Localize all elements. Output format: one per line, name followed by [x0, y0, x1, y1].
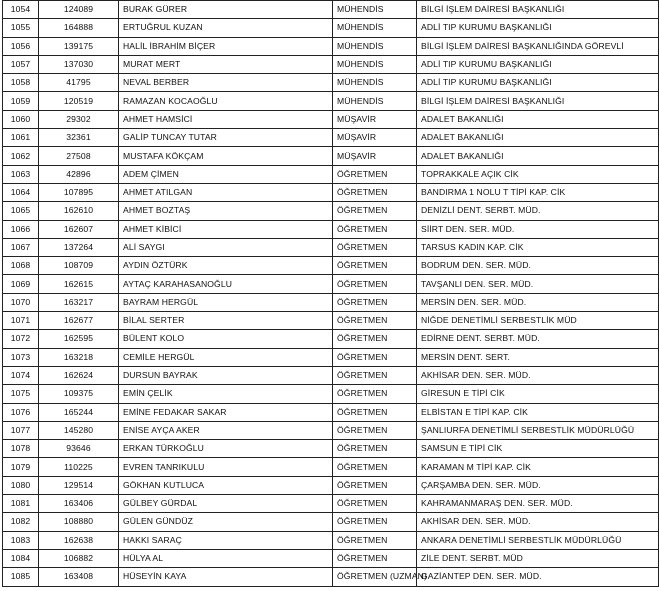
table-row: [3, 440, 659, 458]
registry-id-cell: 162624: [39, 366, 119, 384]
row-number-cell: 1072: [3, 330, 39, 348]
full-name-cell: BÜLENT KOLO: [119, 330, 333, 348]
full-name-cell: ERTUĞRUL KUZAN: [119, 19, 333, 37]
table-row: [3, 165, 659, 183]
unit-cell: BİLGİ İŞLEM DAİRESİ BAŞKANLIĞI: [417, 1, 659, 19]
full-name-cell: AHMET ATILGAN: [119, 183, 333, 201]
row-number-cell: 1082: [3, 513, 39, 531]
row-number-cell: 1080: [3, 476, 39, 494]
registry-id-cell: 107895: [39, 183, 119, 201]
row-number-cell: 1054: [3, 1, 39, 19]
row-number-cell: 1083: [3, 531, 39, 549]
table-row: [3, 257, 659, 275]
full-name-cell: ERKAN TÜRKOĞLU: [119, 440, 333, 458]
registry-id-cell: 120519: [39, 92, 119, 110]
unit-cell: ZİLE DENT. SERBT. MÜD: [417, 549, 659, 567]
registry-id-cell: 162677: [39, 312, 119, 330]
full-name-cell: AYDIN ÖZTÜRK: [119, 257, 333, 275]
unit-cell: EDİRNE DENT. SERBT. MÜD.: [417, 330, 659, 348]
registry-id-cell: 163408: [39, 568, 119, 586]
job-title-cell: MÜHENDİS: [333, 37, 417, 55]
table-row: [3, 421, 659, 439]
row-number-cell: 1077: [3, 421, 39, 439]
registry-id-cell: 162607: [39, 220, 119, 238]
full-name-cell: EVREN TANRIKULU: [119, 458, 333, 476]
table-row: [3, 495, 659, 513]
job-title-cell: ÖĞRETMEN: [333, 293, 417, 311]
row-number-cell: 1057: [3, 55, 39, 73]
job-title-cell: ÖĞRETMEN: [333, 257, 417, 275]
registry-id-cell: 163406: [39, 495, 119, 513]
table-row: [3, 348, 659, 366]
job-title-cell: ÖĞRETMEN: [333, 495, 417, 513]
registry-id-cell: 41795: [39, 74, 119, 92]
unit-cell: NİĞDE DENETİMLİ SERBESTLİK MÜD: [417, 312, 659, 330]
full-name-cell: MUSTAFA KÖKÇAM: [119, 147, 333, 165]
registry-id-cell: 108709: [39, 257, 119, 275]
row-number-cell: 1084: [3, 549, 39, 567]
table-row: [3, 366, 659, 384]
registry-id-cell: 137264: [39, 238, 119, 256]
job-title-cell: ÖĞRETMEN: [333, 348, 417, 366]
table-row: [3, 275, 659, 293]
job-title-cell: ÖĞRETMEN: [333, 165, 417, 183]
unit-cell: BİLGİ İŞLEM DAİRESİ BAŞKANLIĞI: [417, 92, 659, 110]
unit-cell: ADLİ TIP KURUMU BAŞKANLIĞI: [417, 55, 659, 73]
table-row: [3, 202, 659, 220]
job-title-cell: ÖĞRETMEN: [333, 421, 417, 439]
full-name-cell: ENİSE AYÇA AKER: [119, 421, 333, 439]
row-number-cell: 1074: [3, 366, 39, 384]
job-title-cell: ÖĞRETMEN: [333, 513, 417, 531]
table-row: [3, 568, 659, 586]
full-name-cell: AHMET KİBİCİ: [119, 220, 333, 238]
row-number-cell: 1076: [3, 403, 39, 421]
registry-id-cell: 139175: [39, 37, 119, 55]
unit-cell: ŞANLIURFA DENETİMLİ SERBESTLİK MÜDÜRLÜĞÜ: [417, 421, 659, 439]
table-row: [3, 55, 659, 73]
unit-cell: AKHİSAR DEN. SER. MÜD.: [417, 366, 659, 384]
table-row: [3, 1, 659, 19]
unit-cell: SAMSUN E TİPİ CİK: [417, 440, 659, 458]
unit-cell: BODRUM DEN. SER. MÜD.: [417, 257, 659, 275]
job-title-cell: ÖĞRETMEN: [333, 202, 417, 220]
row-number-cell: 1081: [3, 495, 39, 513]
row-number-cell: 1059: [3, 92, 39, 110]
registry-id-cell: 109375: [39, 385, 119, 403]
job-title-cell: MÜHENDİS: [333, 74, 417, 92]
row-number-cell: 1073: [3, 348, 39, 366]
full-name-cell: BİLAL SERTER: [119, 312, 333, 330]
table-row: [3, 238, 659, 256]
table-row: [3, 458, 659, 476]
unit-cell: TARSUS KADIN KAP. CİK: [417, 238, 659, 256]
table-row: [3, 110, 659, 128]
full-name-cell: AHMET HAMSİCİ: [119, 110, 333, 128]
unit-cell: ANKARA DENETİMLİ SERBESTLİK MÜDÜRLÜĞÜ: [417, 531, 659, 549]
unit-cell: GAZİANTEP DEN. SER. MÜD.: [417, 568, 659, 586]
job-title-cell: MÜŞAVİR: [333, 110, 417, 128]
full-name-cell: GÜLEN GÜNDÜZ: [119, 513, 333, 531]
registry-id-cell: 27508: [39, 147, 119, 165]
row-number-cell: 1062: [3, 147, 39, 165]
row-number-cell: 1075: [3, 385, 39, 403]
row-number-cell: 1056: [3, 37, 39, 55]
job-title-cell: ÖĞRETMEN: [333, 458, 417, 476]
job-title-cell: MÜHENDİS: [333, 1, 417, 19]
registry-id-cell: 162595: [39, 330, 119, 348]
registry-id-cell: 29302: [39, 110, 119, 128]
registry-id-cell: 106882: [39, 549, 119, 567]
unit-cell: MERSİN DENT. SERT.: [417, 348, 659, 366]
unit-cell: ADALET BAKANLIĞI: [417, 147, 659, 165]
row-number-cell: 1066: [3, 220, 39, 238]
full-name-cell: AYTAÇ KARAHASANOĞLU: [119, 275, 333, 293]
job-title-cell: ÖĞRETMEN: [333, 531, 417, 549]
row-number-cell: 1065: [3, 202, 39, 220]
job-title-cell: MÜHENDİS: [333, 92, 417, 110]
unit-cell: TAVŞANLI DEN. SER. MÜD.: [417, 275, 659, 293]
table-row: [3, 183, 659, 201]
full-name-cell: CEMİLE HERGÜL: [119, 348, 333, 366]
unit-cell: DENİZLİ DENT. SERBT. MÜD.: [417, 202, 659, 220]
registry-id-cell: 129514: [39, 476, 119, 494]
unit-cell: BİLGİ İŞLEM DAİRESİ BAŞKANLIĞINDA GÖREVLİ: [417, 37, 659, 55]
registry-id-cell: 165244: [39, 403, 119, 421]
personnel-list-sheet: [2, 0, 658, 587]
unit-cell: AKHİSAR DEN. SER. MÜD.: [417, 513, 659, 531]
job-title-cell: ÖĞRETMEN: [333, 312, 417, 330]
row-number-cell: 1061: [3, 129, 39, 147]
table-row: [3, 147, 659, 165]
job-title-cell: ÖĞRETMEN: [333, 403, 417, 421]
registry-id-cell: 137030: [39, 55, 119, 73]
full-name-cell: HAKKI SARAÇ: [119, 531, 333, 549]
full-name-cell: BAYRAM HERGÜL: [119, 293, 333, 311]
job-title-cell: ÖĞRETMEN: [333, 330, 417, 348]
row-number-cell: 1058: [3, 74, 39, 92]
registry-id-cell: 42896: [39, 165, 119, 183]
table-row: [3, 37, 659, 55]
full-name-cell: GÖKHAN KUTLUCA: [119, 476, 333, 494]
table-row: [3, 312, 659, 330]
job-title-cell: ÖĞRETMEN: [333, 220, 417, 238]
unit-cell: ÇARŞAMBA DEN. SER. MÜD.: [417, 476, 659, 494]
registry-id-cell: 162638: [39, 531, 119, 549]
job-title-cell: MÜŞAVİR: [333, 129, 417, 147]
full-name-cell: GÜLBEY GÜRDAL: [119, 495, 333, 513]
unit-cell: ADALET BAKANLIĞI: [417, 129, 659, 147]
job-title-cell: ÖĞRETMEN: [333, 275, 417, 293]
full-name-cell: NEVAL BERBER: [119, 74, 333, 92]
full-name-cell: AHMET BOZTAŞ: [119, 202, 333, 220]
job-title-cell: MÜŞAVİR: [333, 147, 417, 165]
table-row: [3, 476, 659, 494]
job-title-cell: ÖĞRETMEN: [333, 366, 417, 384]
table-row: [3, 92, 659, 110]
job-title-cell: ÖĞRETMEN (UZMAN): [333, 568, 417, 586]
personnel-table: [2, 0, 659, 587]
registry-id-cell: 108880: [39, 513, 119, 531]
table-row: [3, 293, 659, 311]
full-name-cell: GALİP TUNCAY TUTAR: [119, 129, 333, 147]
row-number-cell: 1078: [3, 440, 39, 458]
unit-cell: SİİRT DEN. SER. MÜD.: [417, 220, 659, 238]
table-row: [3, 74, 659, 92]
full-name-cell: ADEM ÇİMEN: [119, 165, 333, 183]
job-title-cell: MÜHENDİS: [333, 19, 417, 37]
table-row: [3, 19, 659, 37]
unit-cell: KAHRAMANMARAŞ DEN. SER. MÜD.: [417, 495, 659, 513]
table-row: [3, 330, 659, 348]
unit-cell: BANDIRMA 1 NOLU T TİPİ KAP. CİK: [417, 183, 659, 201]
table-row: [3, 385, 659, 403]
full-name-cell: DURSUN BAYRAK: [119, 366, 333, 384]
registry-id-cell: 32361: [39, 129, 119, 147]
row-number-cell: 1068: [3, 257, 39, 275]
job-title-cell: ÖĞRETMEN: [333, 549, 417, 567]
unit-cell: GİRESUN E TİPİ CİK: [417, 385, 659, 403]
full-name-cell: RAMAZAN KOCAOĞLU: [119, 92, 333, 110]
job-title-cell: ÖĞRETMEN: [333, 183, 417, 201]
registry-id-cell: 110225: [39, 458, 119, 476]
row-number-cell: 1085: [3, 568, 39, 586]
row-number-cell: 1063: [3, 165, 39, 183]
registry-id-cell: 93646: [39, 440, 119, 458]
row-number-cell: 1071: [3, 312, 39, 330]
unit-cell: ADLİ TIP KURUMU BAŞKANLIĞI: [417, 74, 659, 92]
row-number-cell: 1069: [3, 275, 39, 293]
table-row: [3, 513, 659, 531]
unit-cell: ADALET BAKANLIĞI: [417, 110, 659, 128]
row-number-cell: 1079: [3, 458, 39, 476]
full-name-cell: EMİN ÇELİK: [119, 385, 333, 403]
registry-id-cell: 162615: [39, 275, 119, 293]
row-number-cell: 1055: [3, 19, 39, 37]
row-number-cell: 1067: [3, 238, 39, 256]
table-row: [3, 549, 659, 567]
registry-id-cell: 164888: [39, 19, 119, 37]
table-row: [3, 403, 659, 421]
registry-id-cell: 124089: [39, 1, 119, 19]
row-number-cell: 1070: [3, 293, 39, 311]
job-title-cell: ÖĞRETMEN: [333, 440, 417, 458]
full-name-cell: MURAT MERT: [119, 55, 333, 73]
table-row: [3, 531, 659, 549]
registry-id-cell: 163218: [39, 348, 119, 366]
unit-cell: TOPRAKKALE AÇIK CİK: [417, 165, 659, 183]
job-title-cell: ÖĞRETMEN: [333, 238, 417, 256]
row-number-cell: 1064: [3, 183, 39, 201]
table-row: [3, 220, 659, 238]
full-name-cell: BURAK GÜRER: [119, 1, 333, 19]
unit-cell: ELBİSTAN E TİPİ KAP. CİK: [417, 403, 659, 421]
table-row: [3, 129, 659, 147]
job-title-cell: ÖĞRETMEN: [333, 385, 417, 403]
row-number-cell: 1060: [3, 110, 39, 128]
full-name-cell: HÜSEYİN KAYA: [119, 568, 333, 586]
personnel-table-body: [3, 1, 659, 587]
job-title-cell: MÜHENDİS: [333, 55, 417, 73]
registry-id-cell: 163217: [39, 293, 119, 311]
unit-cell: ADLİ TIP KURUMU BAŞKANLIĞI: [417, 19, 659, 37]
full-name-cell: ALİ SAYGI: [119, 238, 333, 256]
full-name-cell: HÜLYA AL: [119, 549, 333, 567]
unit-cell: KARAMAN M TİPİ KAP. CİK: [417, 458, 659, 476]
registry-id-cell: 162610: [39, 202, 119, 220]
full-name-cell: EMİNE FEDAKAR SAKAR: [119, 403, 333, 421]
unit-cell: MERSİN DEN. SER. MÜD.: [417, 293, 659, 311]
full-name-cell: HALİL İBRAHİM BİÇER: [119, 37, 333, 55]
job-title-cell: ÖĞRETMEN: [333, 476, 417, 494]
registry-id-cell: 145280: [39, 421, 119, 439]
